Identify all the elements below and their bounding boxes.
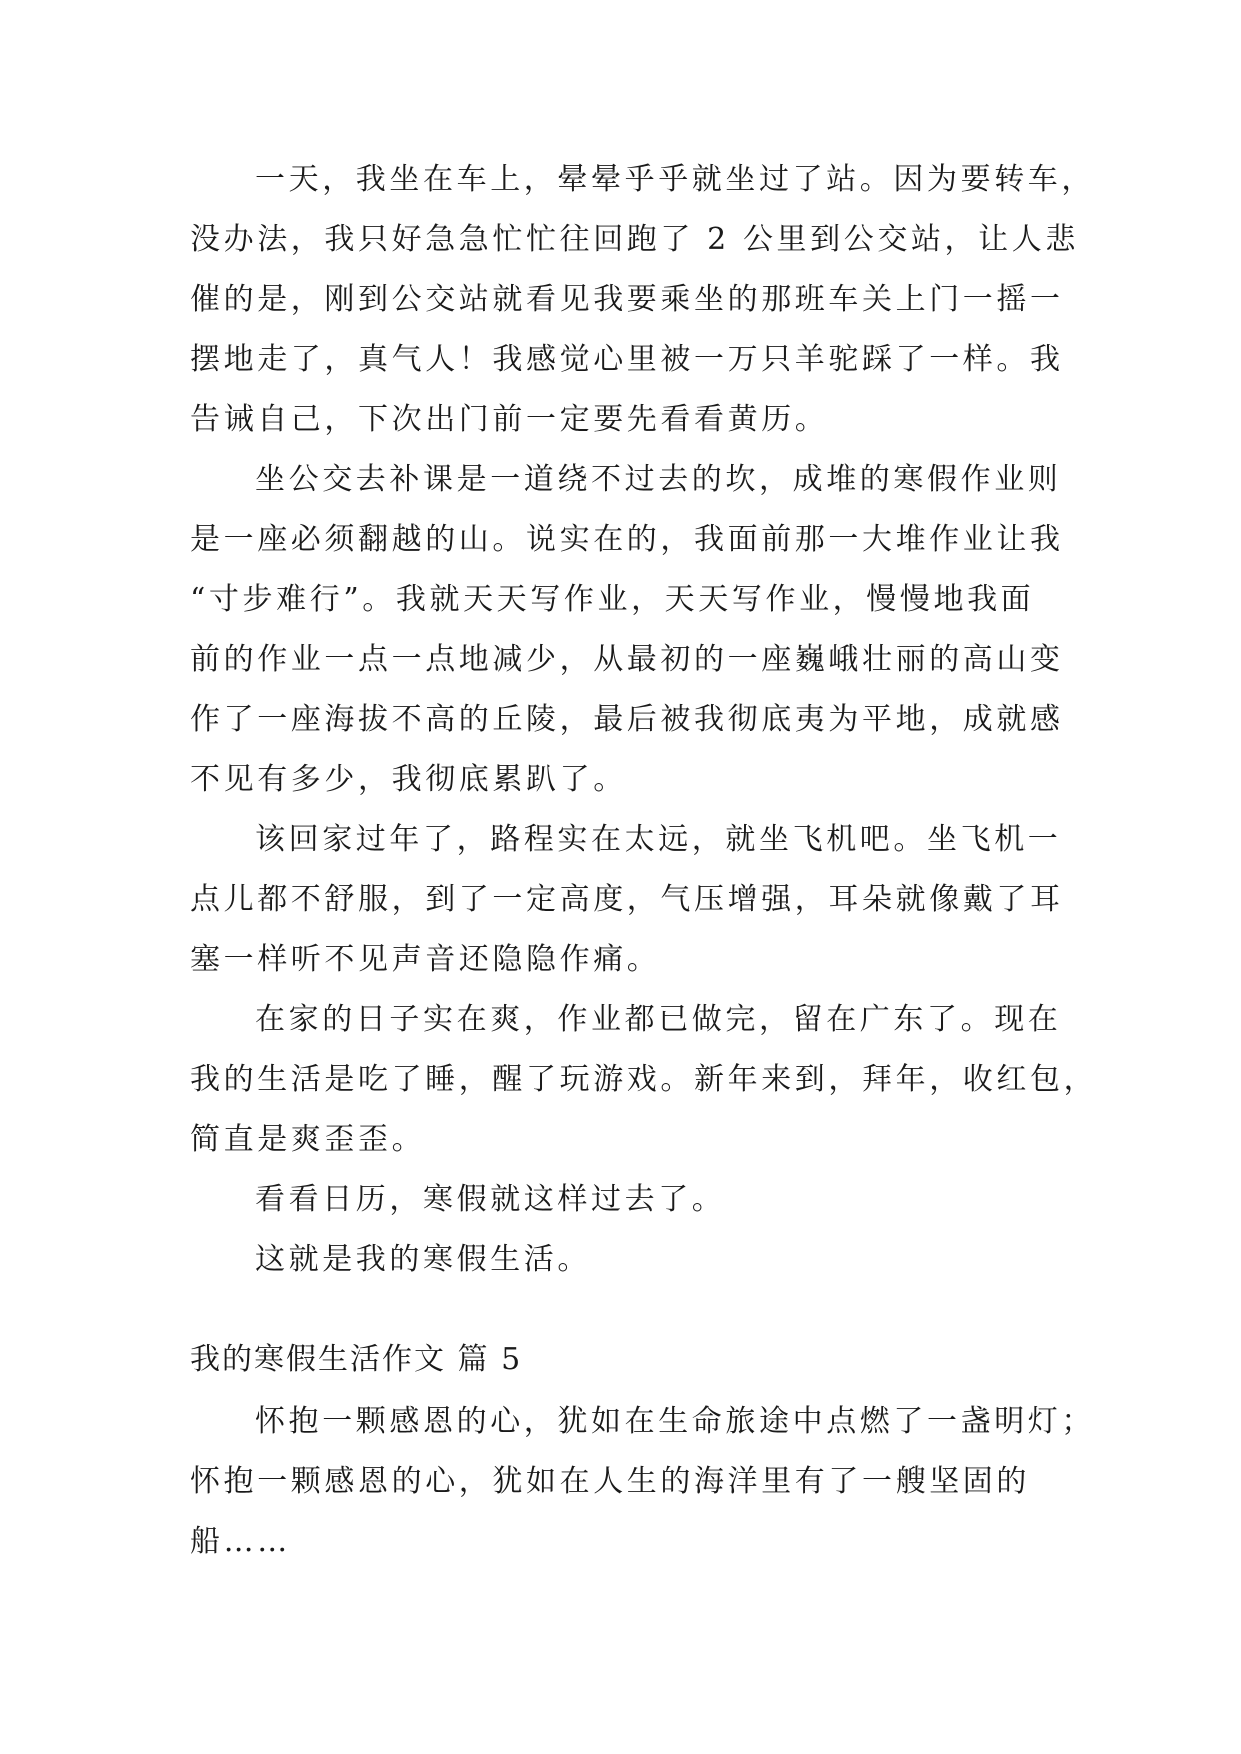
text-line: 怀抱一颗感恩的心，犹如在生命旅途中点燃了一盏明灯； — [255, 1404, 1095, 1439]
text-line: 塞一样听不见声音还隐隐作痛。 — [190, 942, 661, 977]
text-line: 催的是，刚到公交站就看见我要乘坐的那班车关上门一摇一 — [190, 282, 1064, 317]
text-line: 在家的日子实在爽，作业都已做完，留在广东了。现在 — [255, 1002, 1062, 1037]
text-line: 怀抱一颗感恩的心，犹如在人生的海洋里有了一艘坚固的 — [190, 1464, 1030, 1499]
text-line: 是一座必须翻越的山。说实在的，我面前那一大堆作业让我 — [190, 522, 1064, 557]
text-line: 这就是我的寒假生活。 — [255, 1242, 591, 1277]
text-line: 看看日历，寒假就这样过去了。 — [255, 1182, 726, 1217]
text-line: 前的作业一点一点地减少，从最初的一座巍峨壮丽的高山变 — [190, 642, 1064, 677]
text-line: 点儿都不舒服，到了一定高度，气压增强，耳朵就像戴了耳 — [190, 882, 1064, 917]
text-line: 摆地走了，真气人！我感觉心里被一万只羊驼踩了一样。我 — [190, 342, 1064, 377]
section-heading: 我的寒假生活作文 篇 5 — [190, 1342, 523, 1377]
text-line: 船…… — [190, 1524, 291, 1559]
text-line: 告诫自己，下次出门前一定要先看看黄历。 — [190, 402, 829, 437]
text-line: 坐公交去补课是一道绕不过去的坎，成堆的寒假作业则 — [255, 462, 1062, 497]
text-line: 我的生活是吃了睡，醒了玩游戏。新年来到，拜年，收红包， — [190, 1062, 1098, 1097]
text-line: 没办法，我只好急急忙忙往回跑了 2 公里到公交站，让人悲 — [190, 222, 1079, 257]
text-line: “寸步难行”。我就天天写作业，天天写作业，慢慢地我面 — [190, 582, 1035, 617]
text-line: 作了一座海拔不高的丘陵，最后被我彻底夷为平地，成就感 — [190, 702, 1064, 737]
text-line: 简直是爽歪歪。 — [190, 1122, 426, 1157]
text-line: 该回家过年了，路程实在太远，就坐飞机吧。坐飞机一 — [255, 822, 1062, 857]
text-line: 一天，我坐在车上，晕晕乎乎就坐过了站。因为要转车， — [255, 162, 1095, 197]
text-line: 不见有多少，我彻底累趴了。 — [190, 762, 627, 797]
